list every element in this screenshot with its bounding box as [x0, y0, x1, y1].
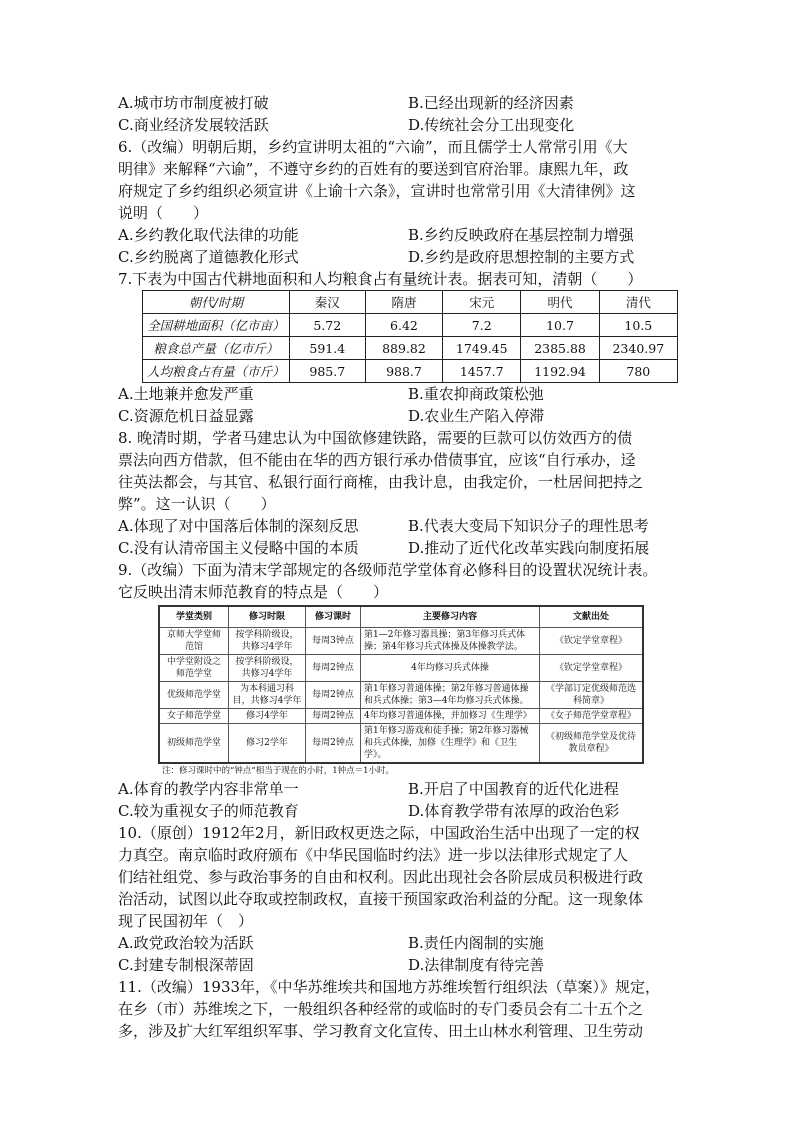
q7-option-c[interactable]: C.资源危机日益显露: [118, 407, 254, 425]
table-cell: 10.7: [521, 314, 599, 337]
table-header-cell: 秦汉: [289, 291, 365, 314]
q6-option-c[interactable]: C.乡约脱离了道德教化形式: [118, 248, 299, 266]
table-cell: 初级师范学堂: [159, 724, 229, 764]
table-cell: 1749.45: [443, 337, 521, 360]
q10-stem-line: 们结社组党、参与政治事务的自由和权利。因此出现社会各阶层成员积极进行政: [118, 868, 644, 886]
q7-option-d[interactable]: D.农业生产陷入停滞: [408, 407, 545, 425]
q8-stem-line: 票法向西方借款，但不能由在华的西方银行承办借债事宜，应该“自行承办，迳: [118, 451, 636, 469]
q7-option-a[interactable]: A.土地兼并愈发严重: [118, 385, 254, 403]
q9-options-row-2: [118, 800, 678, 822]
table-cell: 粮食总产量（亿市斤）: [143, 337, 290, 360]
q8-stem-line: 8. 晚清时期，学者马建忠认为中国欲修建铁路，需要的巨款可以仿效西方的债: [118, 429, 633, 447]
q6-stem-line: 府规定了乡约组织必须宣讲《上谕十六条》，宣讲时也常常引用《大清律例》这: [118, 182, 636, 200]
q8-options-row-2: [118, 537, 678, 559]
table-cell: 988.7: [365, 360, 442, 383]
table-cell: 优级师范学堂: [159, 682, 229, 709]
q7-stem: 7.下表为中国古代耕地面积和人均粮食占有量统计表。据表可知，清朝（ ）: [118, 270, 643, 288]
table-row: [143, 360, 678, 383]
table-cell: 780: [599, 360, 677, 383]
table-cell: 985.7: [289, 360, 365, 383]
q9-stem-line: 9.（改编）下面为清末学部规定的各级师范学堂体育必修科目的设置状况统计表。: [118, 561, 658, 579]
table-cell: 全国耕地面积（亿市亩）: [143, 314, 290, 337]
table-row: [159, 655, 643, 682]
q5-option-b[interactable]: B.已经出现新的经济因素: [408, 94, 574, 112]
q10-option-c[interactable]: C.封建专制根深蒂固: [118, 956, 254, 974]
q9-stem-line: 它反映出清末师范教育的特点是（ ）: [118, 583, 389, 601]
table-header-row: [159, 606, 643, 628]
table-cell: 《钦定学堂章程》: [540, 628, 644, 655]
table-cell: 2385.88: [521, 337, 599, 360]
q10-options-row-2: [118, 954, 678, 976]
q9-option-b[interactable]: B.开启了中国教育的近代化进程: [408, 780, 619, 798]
table-cell: 按学科阶级设，共修习4学年: [229, 655, 306, 682]
q8-options-row-1: [118, 515, 678, 537]
table-cell: 5.72: [289, 314, 365, 337]
q9-table: [158, 605, 644, 764]
table-cell: 女子师范学堂: [159, 709, 229, 724]
q10-stem-line: 现了民国初年（ ）: [118, 912, 254, 930]
table-cell: 每周2钟点: [306, 709, 361, 724]
table-cell: 第1—2年修习器具操；第3年修习兵式体操；第4年修习兵式体操及体操教学法。: [361, 628, 540, 655]
q6-options-row-1: [118, 224, 678, 246]
q7-options-row-1: [118, 383, 678, 405]
q5-option-a[interactable]: A.城市坊市制度被打破: [118, 94, 269, 112]
q7-option-b[interactable]: B.重农抑商政策松弛: [408, 385, 544, 403]
table-cell: 1457.7: [443, 360, 521, 383]
table-row: [159, 709, 643, 724]
q7-table: [142, 290, 678, 383]
table-header-row: [143, 291, 678, 314]
q8-option-c[interactable]: C.没有认清帝国主义侵略中国的本质: [118, 539, 359, 557]
q6-stem-line: 6.（改编）明朝后期，乡约宣讲明太祖的“六谕”，而且儒学士人常常引用《大: [118, 138, 628, 156]
table-cell: 每周2钟点: [306, 655, 361, 682]
q10-stem-line: 10.（原创）1912年2月，新旧政权更迭之际，中国政治生活中出现了一定的权: [118, 824, 640, 842]
q6-stem-line: 说明（ ）: [118, 204, 209, 222]
table-cell: 京师大学堂师范馆: [159, 628, 229, 655]
q6-options-row-2: [118, 246, 678, 268]
table-cell: 第1年修习游戏和徒手操；第2年修习器械和兵式体操，加修《生理学》和《卫生学》。: [361, 724, 540, 764]
table-header-cell: 文献出处: [540, 606, 644, 628]
table-cell: 889.82: [365, 337, 442, 360]
table-header-cell: 主要修习内容: [361, 606, 540, 628]
table-cell: 修习4学年: [229, 709, 306, 724]
table-cell: 《学部订定优级师范选科简章》: [540, 682, 644, 709]
table-cell: 4年均修习普通体操，并加修习《生理学》: [361, 709, 540, 724]
q8-stem-line: 弊”。这一认识（ ）: [118, 495, 276, 513]
exam-page: [118, 92, 678, 1042]
q7-options-row-2: [118, 405, 678, 427]
table-cell: 第1年修习普通体操；第2年修习普通体操和兵式体操；第3—4年均修习兵式体操。: [361, 682, 540, 709]
table-header-cell: 明代: [521, 291, 599, 314]
q10-stem-line: 治活动，试图以此夺取或控制政权，直接干预国家政治利益的分配。这一现象体: [118, 890, 644, 908]
q8-option-b[interactable]: B.代表大变局下知识分子的理性思考: [408, 517, 649, 535]
table-header-cell: 学堂类别: [159, 606, 229, 628]
q9-option-c[interactable]: C.较为重视女子的师范教育: [118, 802, 299, 820]
q8-stem-line: 往英法都会，与其官、私银行面行商榷，由我计息，由我定价，一杜居间把持之: [118, 473, 644, 491]
table-cell: 修习2学年: [229, 724, 306, 764]
q10-option-d[interactable]: D.法律制度有待完善: [408, 956, 545, 974]
table-cell: 《女子师范学堂章程》: [540, 709, 644, 724]
q8-option-a[interactable]: A.体现了对中国落后体制的深刻反思: [118, 517, 359, 535]
q5-options-row-2: [118, 114, 678, 136]
q10-options-row-1: [118, 932, 678, 954]
table-cell: 6.42: [365, 314, 442, 337]
table-cell: 人均粮食占有量（市斤）: [143, 360, 290, 383]
table-cell: 1192.94: [521, 360, 599, 383]
table-cell: 4年均修习兵式体操: [361, 655, 540, 682]
q9-option-a[interactable]: A.体育的教学内容非常单一: [118, 780, 299, 798]
q9-options-row-1: [118, 778, 678, 800]
q10-stem-line: 力真空。南京临时政府颁布《中华民国临时约法》进一步以法律形式规定了人: [118, 846, 629, 864]
q6-stem-line: 明律》来解释“六谕”，不遵守乡约的百姓有的要送到官府治罪。康熙九年，政: [118, 160, 629, 178]
table-row: [159, 682, 643, 709]
table-cell: 每周2钟点: [306, 724, 361, 764]
q11-stem-line: 在乡（市）苏维埃之下，一般组织各种经常的或临时的专门委员会有二十五个之: [118, 1000, 644, 1018]
table-cell: 《钦定学堂章程》: [540, 655, 644, 682]
table-header-cell: 清代: [599, 291, 677, 314]
table-cell: 591.4: [289, 337, 365, 360]
q6-option-d[interactable]: D.乡约是政府思想控制的主要方式: [408, 248, 635, 266]
table-row: [159, 724, 643, 764]
table-cell: 中学堂附设之师范学堂: [159, 655, 229, 682]
table-cell: 每周2钟点: [306, 682, 361, 709]
q10-option-a[interactable]: A.政党政治较为活跃: [118, 934, 254, 952]
q5-option-c[interactable]: C.商业经济发展较活跃: [118, 116, 269, 134]
table-cell: 7.2: [443, 314, 521, 337]
table-cell: 为本科通习科目，共修习4学年: [229, 682, 306, 709]
q6-option-a[interactable]: A.乡约教化取代法律的功能: [118, 226, 299, 244]
table-header-cell: 宋元: [443, 291, 521, 314]
q11-stem-line: 11.（改编）1933年，《中华苏维埃共和国地方苏维埃暂行组织法（草案）》规定，: [118, 978, 661, 996]
q9-option-d[interactable]: D.体育教学带有浓厚的政治色彩: [408, 802, 620, 820]
q5-options-row-1: [118, 92, 678, 114]
q10-option-b[interactable]: B.责任内阁制的实施: [408, 934, 544, 952]
table-header-cell: 修习时限: [229, 606, 306, 628]
table-header-cell: 朝代/时期: [143, 291, 290, 314]
table-cell: 《初级师范学堂及优待教员章程》: [540, 724, 644, 764]
table-row: [143, 314, 678, 337]
q11-stem-line: 多，涉及扩大红军组织军事、学习教育文化宣传、田土山林水利管理、卫生劳动: [118, 1022, 644, 1040]
q8-option-d[interactable]: D.推动了近代化改革实践向制度拓展: [408, 539, 650, 557]
table-header-cell: 修习课时: [306, 606, 361, 628]
table-cell: 2340.97: [599, 337, 677, 360]
table-cell: 每周3钟点: [306, 628, 361, 655]
table-cell: 按学科阶级设，共修习4学年: [229, 628, 306, 655]
q5-option-d[interactable]: D.传统社会分工出现变化: [408, 116, 575, 134]
q6-option-b[interactable]: B.乡约反映政府在基层控制力增强: [408, 226, 634, 244]
q9-table-note: 注：修习课时中的“钟点”相当于现在的小时，1钟点＝1小时。: [162, 766, 395, 776]
table-header-cell: 隋唐: [365, 291, 442, 314]
table-cell: 10.5: [599, 314, 677, 337]
table-row: [159, 628, 643, 655]
table-row: [143, 337, 678, 360]
